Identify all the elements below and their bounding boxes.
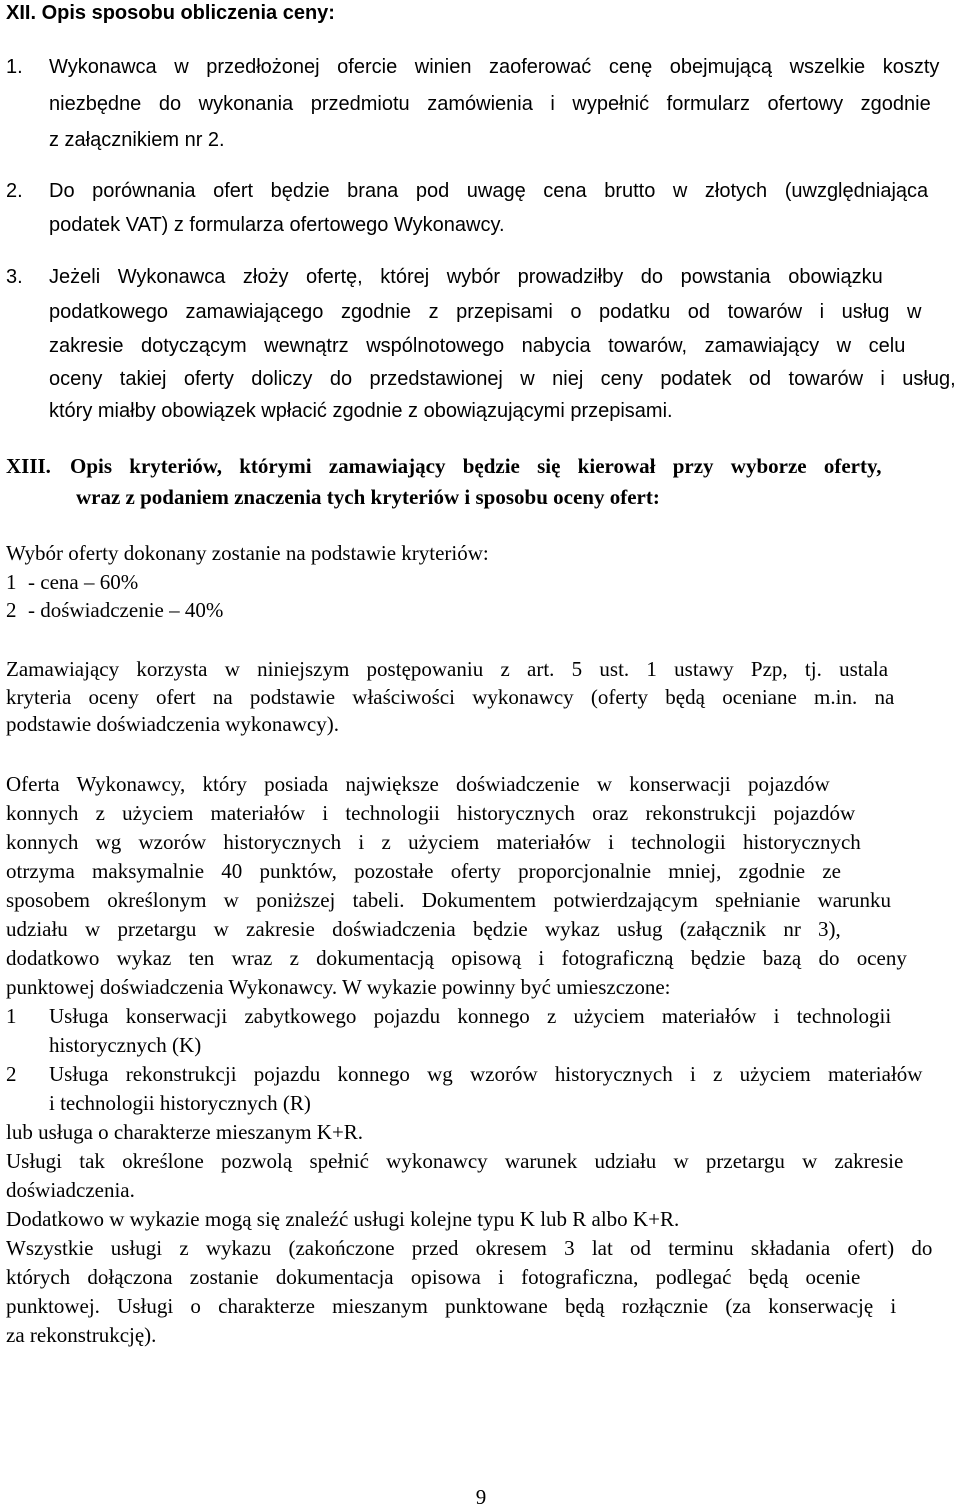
p2-line-3: konnych wg wzorów historycznych i z użyciem materiałów i technologii historycznych: [6, 830, 861, 854]
list-item-2-number: 2: [6, 1062, 17, 1086]
p5-line-4: za rekonstrukcję).: [6, 1323, 157, 1347]
criteria-item-2-text: - doświadczenie – 40%: [28, 598, 224, 622]
criteria-item-2: [6, 597, 223, 623]
list-item-1-number: 1: [6, 1004, 17, 1028]
criteria-item-2-number: 2: [6, 598, 17, 622]
item-1-text-1: Wykonawca w przedłożonej ofercie winien zaoferować cenę obejmującą wszelkie koszty: [49, 56, 940, 78]
item-1-number: 1.: [6, 56, 23, 78]
p2-line-1: Oferta Wykonawcy, który posiada największe doświadczenie w konserwacji pojazdów: [6, 772, 830, 796]
section-13-title-line-1: [6, 453, 882, 479]
page-number: 9: [475, 1485, 487, 1509]
item-3-text-1: Jeżeli Wykonawca złoży ofertę, której wybór prowadziłby do powstania obowiązku: [49, 266, 883, 288]
item-3-line-1: [6, 264, 883, 290]
p2-line-4: otrzyma maksymalnie 40 punktów, pozostałe oferty proporcjonalnie mniej, zgodnie ze: [6, 859, 842, 883]
item-1-line-2: niezbędne do wykonania przedmiotu zamówienia i wypełnić formularz ofertowy zgodnie: [49, 93, 931, 115]
after-list: lub usługa o charakterze mieszanym K+R.: [6, 1120, 364, 1144]
section-13-title-text-1: Opis kryteriów, którymi zamawiający będzie się kierował przy wyborze oferty,: [70, 454, 882, 478]
criteria-item-1: [6, 569, 138, 595]
p5-line-2: których dołączona zostanie dokumentacja opisowa i fotograficzna, podlegać będą ocenie: [6, 1265, 861, 1289]
p3-line-2: doświadczenia.: [6, 1178, 135, 1202]
list-item-2-line-1: [6, 1061, 922, 1087]
criteria-intro: Wybór oferty dokonany zostanie na podstawie kryteriów:: [6, 541, 489, 565]
p2-line-8: punktowej doświadczenia Wykonawcy. W wykazie powinny być umieszczone:: [6, 975, 671, 999]
p2-line-5: sposobem określonym w poniższej tabeli. Dokumentem potwierdzającym spełnianie warunku: [6, 888, 892, 912]
item-2-number: 2.: [6, 180, 23, 202]
p1-line-2: kryteria oceny ofert na podstawie właściwości wykonawcy (oferty będą oceniane m.in. na: [6, 685, 895, 709]
criteria-item-1-text: - cena – 60%: [28, 570, 139, 594]
item-2-text-1: Do porównania ofert będzie brana pod uwagę cena brutto w złotych (uwzględniająca: [49, 180, 929, 202]
item-3-line-5: który miałby obowiązek wpłacić zgodnie z obowiązującymi przepisami.: [49, 400, 673, 422]
p2-line-7: dodatkowo wykaz ten wraz z dokumentacją opisową i fotograficzną będzie bazą do oceny: [6, 946, 907, 970]
list-item-1-line-1: [6, 1003, 891, 1029]
p5-line-1: Wszystkie usługi z wykazu (zakończone przed okresem 3 lat od terminu składania ofert) do: [6, 1236, 933, 1260]
section-12-title: XII. Opis sposobu obliczenia ceny:: [6, 2, 335, 24]
item-2-line-1: [6, 178, 928, 204]
list-item-2-text-1: Usługa rekonstrukcji pojazdu konnego wg wzorów historycznych i z użyciem materiałów: [49, 1062, 923, 1086]
p4: Dodatkowo w wykazie mogą się znaleźć usługi kolejne typu K lub R albo K+R.: [6, 1207, 680, 1231]
p1-line-3: podstawie doświadczenia wykonawcy).: [6, 712, 339, 736]
item-1-line-1: [6, 54, 939, 80]
item-3-line-3: zakresie dotyczącym wewnątrz wspólnotowego nabycia towarów, zamawiający w celu: [49, 335, 906, 357]
p5-line-3: punktowej. Usługi o charakterze mieszanym punktowane będą rozłącznie (za konserwację i: [6, 1294, 897, 1318]
item-1-line-3: z załącznikiem nr 2.: [49, 129, 225, 151]
item-3-line-2: podatkowego zamawiającego zgodnie z przepisami o podatku od towarów i usług w: [49, 301, 922, 323]
p3-line-1: Usługi tak określone pozwolą spełnić wykonawcy warunek udziału w przetargu w zakresie: [6, 1149, 904, 1173]
p2-line-6: udziału w przetargu w zakresie doświadczenia będzie wykaz usług (załącznik nr 3),: [6, 917, 841, 941]
item-3-line-4: oceny takiej oferty doliczy do przedstawionej w niej ceny podatek od towarów i usług,: [49, 368, 956, 390]
section-13-title-line-2: wraz z podaniem znaczenia tych kryteriów i sposobu oceny ofert:: [76, 485, 660, 509]
list-item-1-text-1: Usługa konserwacji zabytkowego pojazdu konnego z użyciem materiałów i technologii: [49, 1004, 892, 1028]
document-page: [6, 0, 956, 1509]
p2-line-2: konnych z użyciem materiałów i technologii historycznych oraz rekonstrukcji pojazdów: [6, 801, 856, 825]
item-3-number: 3.: [6, 266, 23, 288]
section-13-number: XIII.: [6, 454, 51, 478]
list-item-1-line-2: historycznych (K): [49, 1033, 202, 1057]
list-item-2-line-2: i technologii historycznych (R): [49, 1091, 311, 1115]
criteria-item-1-number: 1: [6, 570, 17, 594]
item-2-line-2: podatek VAT) z formularza ofertowego Wykonawcy.: [49, 214, 505, 236]
p1-line-1: Zamawiający korzysta w niniejszym postępowaniu z art. 5 ust. 1 ustawy Pzp, tj. ustala: [6, 657, 889, 681]
